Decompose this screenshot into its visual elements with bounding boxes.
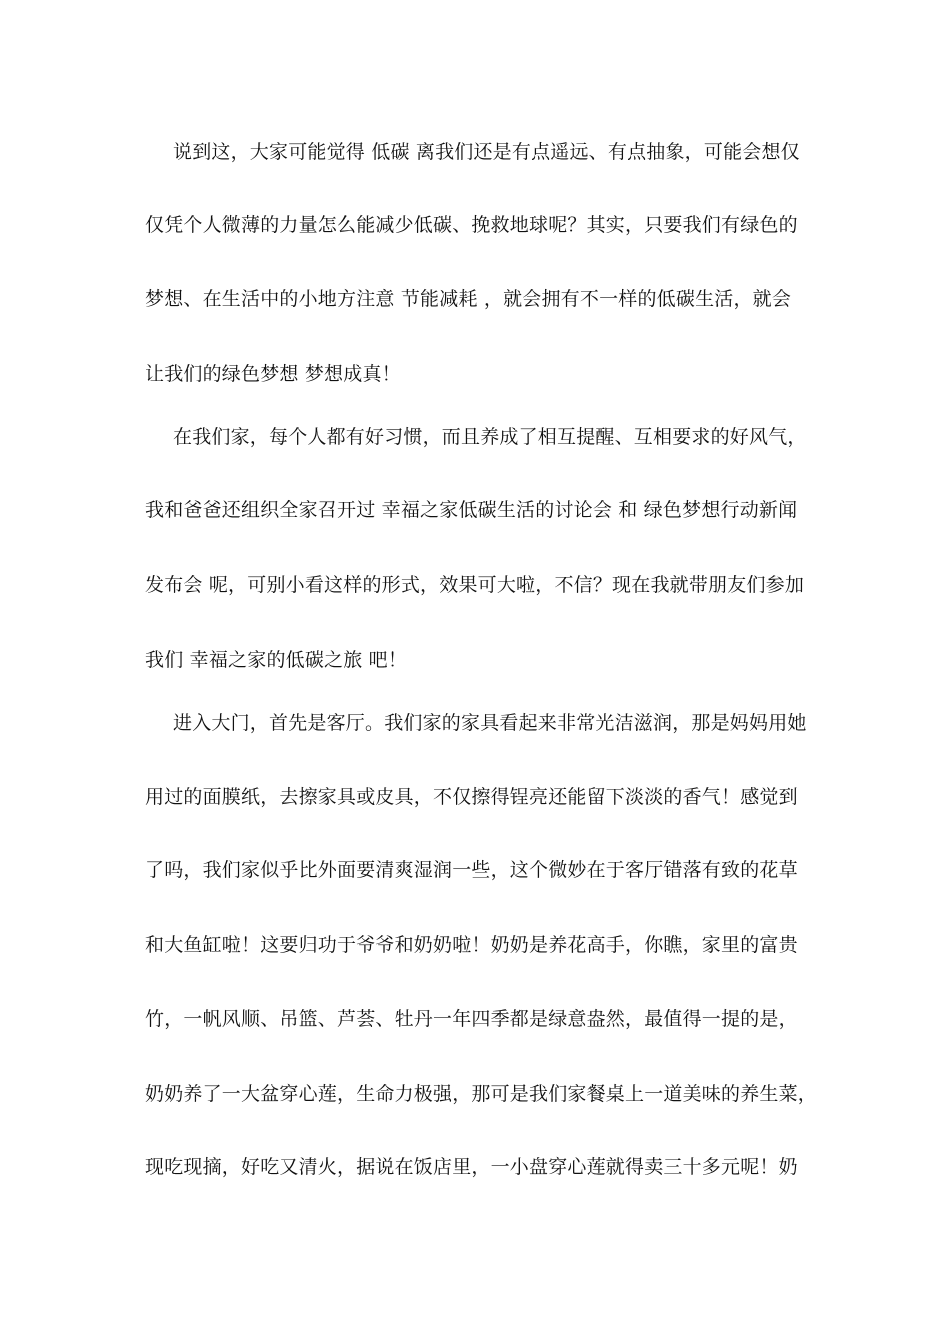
paragraph-2-line-1: 在我们家，每个人都有好习惯，而且养成了相互提醒、互相要求的好风气，	[173, 426, 807, 448]
paragraph-3-line-4: 和大鱼缸啦！这要归功于爷爷和奶奶啦！奶奶是养花高手，你瞧，家里的富贵	[145, 934, 798, 956]
paragraph-3-line-2: 用过的面膜纸，去擦家具或皮具，不仅擦得锃亮还能留下淡淡的香气！感觉到	[145, 786, 798, 808]
paragraph-1-line-1: 说到这，大家可能觉得 低碳 离我们还是有点遥远、有点抽象，可能会想仅	[173, 141, 800, 163]
paragraph-3-line-6: 奶奶养了一大盆穿心莲，生命力极强，那可是我们家餐桌上一道美味的养生菜，	[145, 1083, 818, 1105]
paragraph-3-line-7: 现吃现摘，好吃又清火，据说在饭店里，一小盘穿心莲就得卖三十多元呢！奶	[145, 1156, 798, 1178]
paragraph-1-line-2: 仅凭个人微薄的力量怎么能减少低碳、挽救地球呢？其实，只要我们有绿色的	[145, 214, 798, 236]
paragraph-2-line-2: 我和爸爸还组织全家召开过 幸福之家低碳生活的讨论会 和 绿色梦想行动新闻	[145, 499, 798, 521]
paragraph-3-line-5: 竹，一帆风顺、吊篮、芦荟、牡丹一年四季都是绿意盎然，最值得一提的是，	[145, 1008, 798, 1030]
paragraph-2-line-4: 我们 幸福之家的低碳之旅 吧！	[145, 649, 408, 671]
paragraph-1-line-3: 梦想、在生活中的小地方注意 节能减耗 ，就会拥有不一样的低碳生活，就会	[145, 288, 792, 310]
paragraph-3-line-1: 进入大门，首先是客厅。我们家的家具看起来非常光洁滋润，那是妈妈用她	[173, 712, 807, 734]
paragraph-3-line-3: 了吗，我们家似乎比外面要清爽湿润一些，这个微妙在于客厅错落有致的花草	[145, 859, 798, 881]
paragraph-1-line-4: 让我们的绿色梦想 梦想成真！	[145, 363, 401, 385]
paragraph-2-line-3: 发布会 呢，可别小看这样的形式，效果可大啦，不信？现在我就带朋友们参加	[145, 574, 805, 596]
